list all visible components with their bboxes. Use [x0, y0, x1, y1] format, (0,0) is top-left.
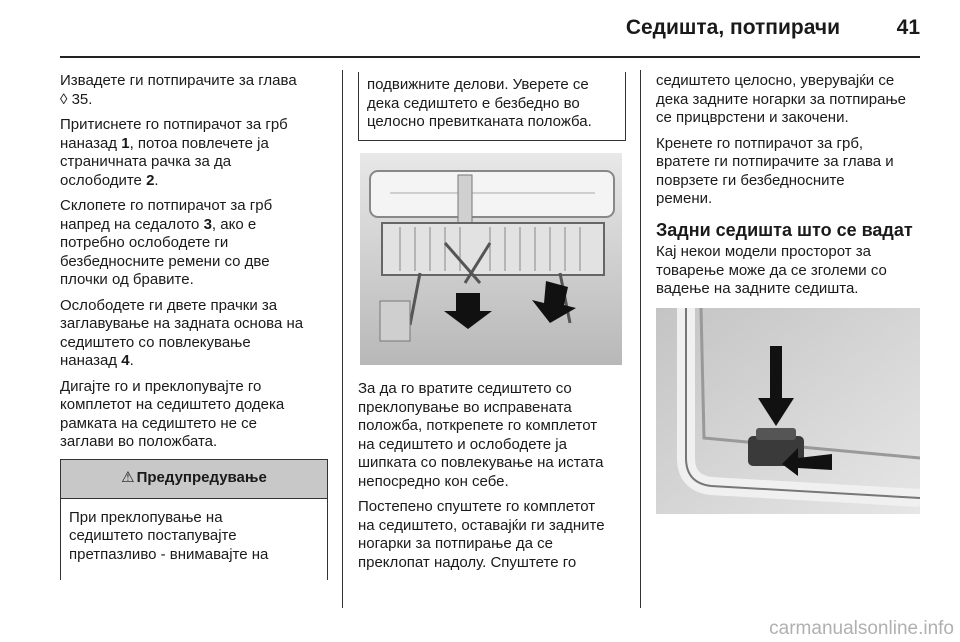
page-ref[interactable]: ◊ 35. [60, 90, 93, 108]
paragraph-3: Склопете го потпирачот за грб напред на седалото 3, ако е потребно ослободете ги безбедносните ремени со две плочки од бравите. [60, 197, 273, 288]
page-header [60, 0, 920, 60]
warning-body: При преклопување на седиштето постапувајте претпазливо - внимавајте на [69, 508, 269, 563]
page-title: Седишта, потпирачи [625, 16, 840, 39]
column-1 [60, 72, 328, 580]
paragraph-2: Притиснете го потпирачот за грб наназад 1, потоа повлечете ја страничната рачка за да ослободите 2. [60, 116, 288, 189]
column-2 [358, 72, 626, 141]
page-number: 41 [896, 16, 920, 39]
warning-box-continued: подвижните делови. Уверете се дека седиштето е безбедно во целосно превитканата положба. [358, 72, 626, 141]
paragraph-7: Постепено спуштете го комплетот на седиштето, оставајќи ги задните ногарки за потпирање да се преклопат надолу. Спуштете го [358, 498, 605, 571]
paragraph-9: Кренете го потпирачот за грб, вратете ги потпирачите за глава и поврзете ги безбедносните ремени. [656, 134, 894, 207]
column-3 [656, 72, 926, 306]
warning-header [61, 459, 327, 499]
paragraph-4: Ослободете ги двете прачки за заглавување на задната основа на седиштето со повлекување наназад 4. [60, 296, 304, 369]
watermark: carmanualsonline.info [769, 618, 954, 639]
paragraph-1: Извадете ги потпирачите за глава ◊ 35. [60, 72, 297, 108]
paragraph-6: За да го вратите седиштето со преклопување во исправената положба, поткрепете го комплетот на седиштето и ослободете ја шипката со повлекување на истата непосредно кон себе. [358, 380, 604, 490]
figure-seat-folding [360, 153, 622, 365]
warning-box [60, 459, 328, 581]
figure-seat-removal [656, 308, 920, 514]
warning-triangle-icon: ⚠ [121, 469, 135, 487]
paragraph-10: Кај некои модели просторот за товарење може да се зголеми со вадење на задните седишта. [656, 243, 887, 297]
column-2-lower [358, 380, 626, 579]
paragraph-5: Дигајте го и преклопувајте го комплетот на седиштето додека рамката на седиштето не се заглави во положбата. [60, 377, 285, 450]
section-heading: Задни седишта што се вадат [656, 219, 913, 240]
paragraph-8: седиштето целосно, уверувајќи се дека задните ногарки за потпирање се прицврстени и закочени. [656, 72, 907, 126]
warning-title: Предупредување [136, 469, 267, 487]
column-divider-1 [342, 70, 343, 608]
header-rule [60, 56, 920, 58]
column-divider-2 [640, 70, 641, 608]
